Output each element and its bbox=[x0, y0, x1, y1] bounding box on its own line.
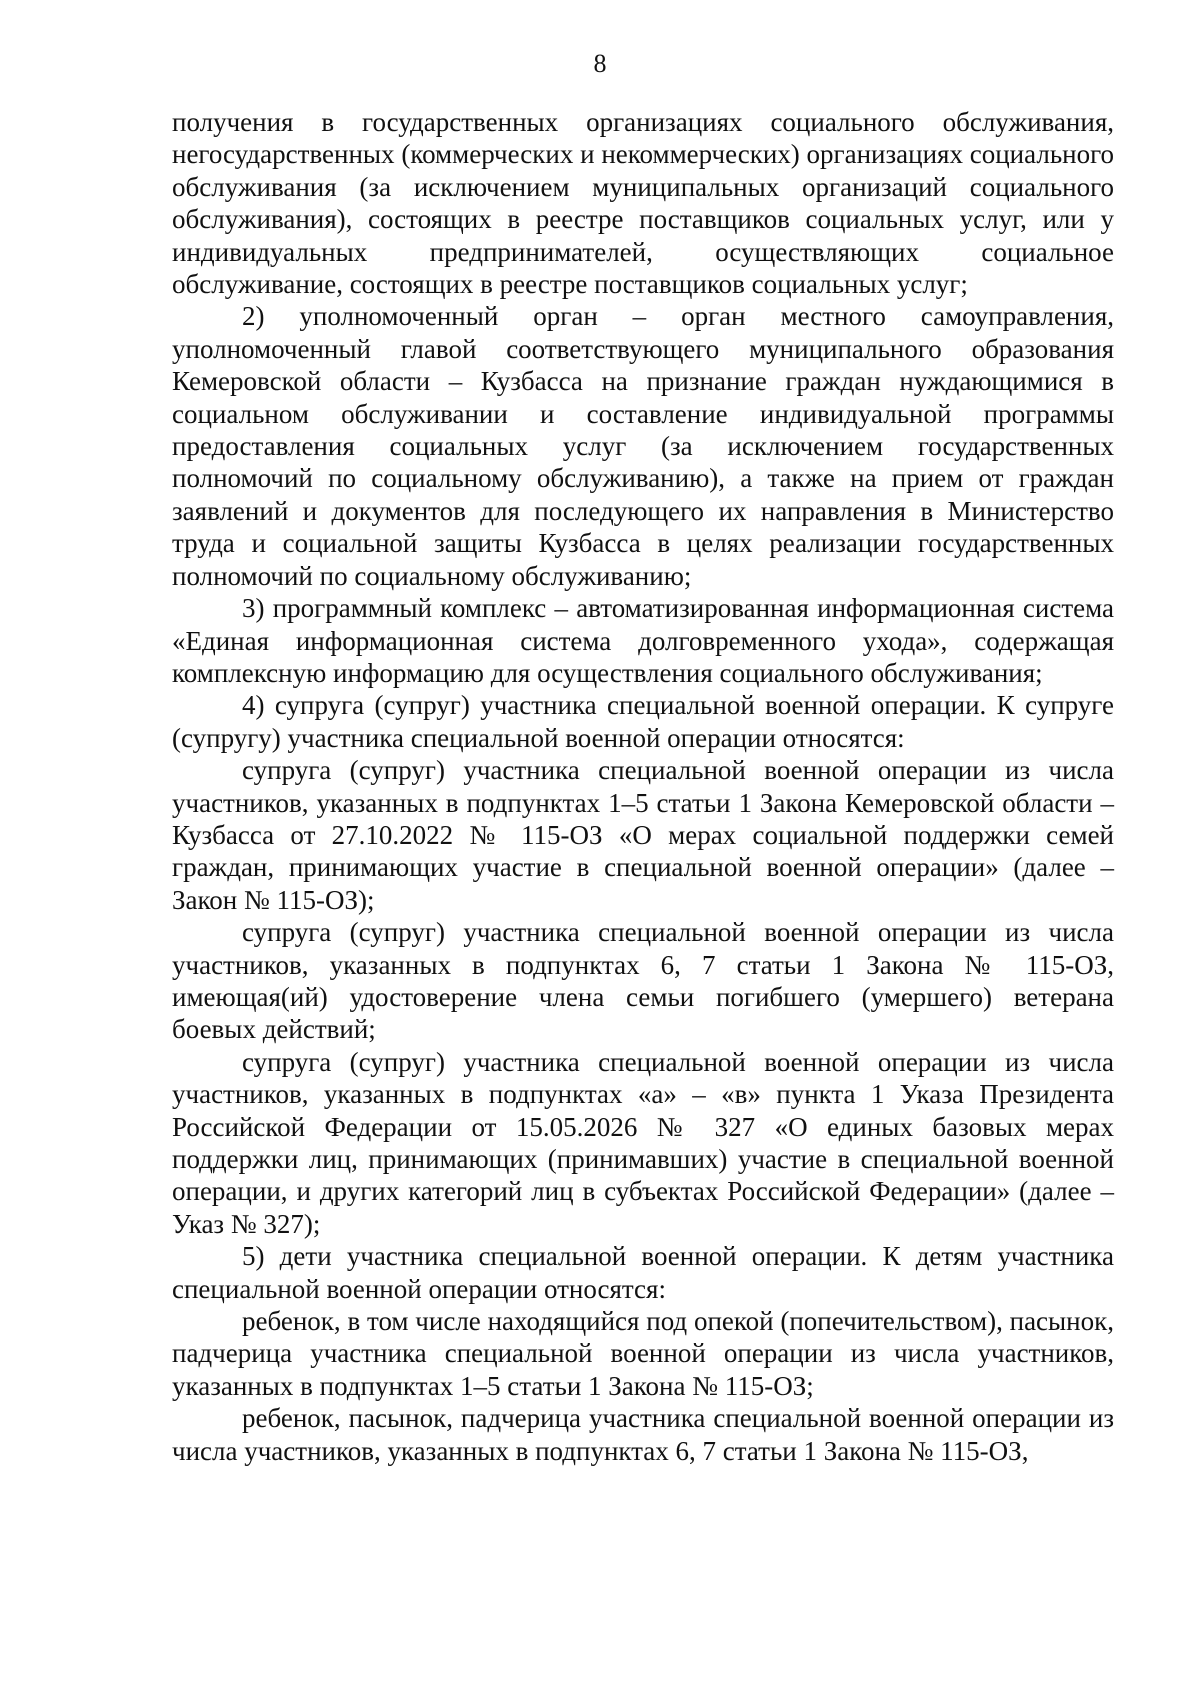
paragraph-9: ребенок, в том числе находящийся под опекой (попечительством), пасынок, падчерица участника специальной военной операции из числа участников, указанных в подпунктах 1–5 статьи 1 Закона № 115-ОЗ; bbox=[172, 1306, 1114, 1401]
paragraph-4: 4) супруга (супруг) участника специальной военной операции. К супруге (супругу) участника специальной военной операции относятся: bbox=[172, 690, 1114, 753]
paragraph-3: 3) программный комплекс – автоматизированная информационная система «Единая информационная система долговременного ухода», содержащая комплексную информацию для осуществления социального обслуживания; bbox=[172, 593, 1114, 688]
page-number: 8 bbox=[593, 49, 607, 78]
paragraph-10: ребенок, пасынок, падчерица участника специальной военной операции из числа участников, указанных в подпунктах 6, 7 статьи 1 Закона № 115-ОЗ, bbox=[172, 1403, 1114, 1466]
paragraph-5: супруга (супруг) участника специальной военной операции из числа участников, указанных в подпунктах 1–5 статьи 1 Закона Кемеровской области – Кузбасса от 27.10.2022 № 115-ОЗ «О мерах социальной поддержки семей граждан, принимающих участие в специальной военной операции» (далее – Закон № 115-ОЗ); bbox=[172, 755, 1114, 915]
paragraph-6: супруга (супруг) участника специальной военной операции из числа участников, указанных в подпунктах 6, 7 статьи 1 Закона № 115-ОЗ, имеющая(ий) удостоверение члена семьи погибшего (умершего) ветерана боевых действий; bbox=[172, 917, 1114, 1045]
paragraph-2: 2) уполномоченный орган – орган местного самоуправления, уполномоченный главой соответствующего муниципального образования Кемеровской области – Кузбасса на признание граждан нуждающимися в социальном обслуживании и составление индивидуальной программы предоставления социальных услуг (за исключением государственных полномочий по социальному обслуживанию), а также на прием от граждан заявлений и документов для последующего их направления в Министерство труда и социальной защиты Кузбасса в целях реализации государственных полномочий по социальному обслуживанию; bbox=[172, 301, 1114, 591]
paragraph-8: 5) дети участника специальной военной операции. К детям участника специальной военной операции относятся: bbox=[172, 1241, 1114, 1304]
document-body bbox=[172, 106, 1114, 1467]
paragraph-7: супруга (супруг) участника специальной военной операции из числа участников, указанных в подпунктах «а» – «в» пункта 1 Указа Президента Российской Федерации от 15.05.2026 № 327 «О единых базовых мерах поддержки лиц, принимающих (принимавших) участие в специальной военной операции, и других категорий лиц в субъектах Российской Федерации» (далее – Указ № 327); bbox=[172, 1046, 1114, 1239]
paragraph-1: получения в государственных организациях социального обслуживания, негосударственных (коммерческих и некоммерческих) организациях социального обслуживания (за исключением муниципальных организаций социального обслуживания), состоящих в реестре поставщиков социальных услуг, или у индивидуальных предпринимателей, осуществляющих социальное обслуживание, состоящих в реестре поставщиков социальных услуг; bbox=[172, 107, 1114, 300]
